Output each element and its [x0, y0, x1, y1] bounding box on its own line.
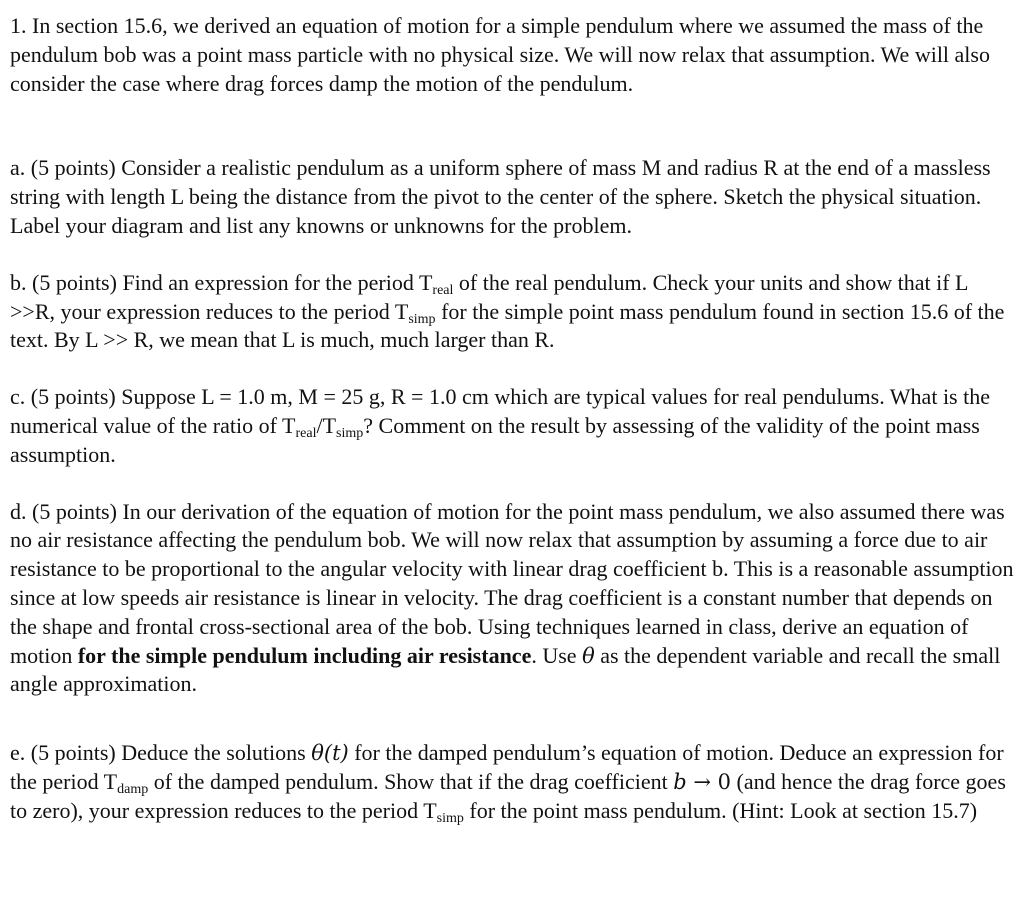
- part-e-text-5: for the point mass pendulum. (Hint: Look at section 15.7): [463, 797, 978, 823]
- subscript-simp: simp: [336, 425, 364, 441]
- part-e-text-1: e. (5 points) Deduce the solutions: [10, 740, 312, 766]
- subscript-real: real: [295, 425, 317, 441]
- subscript-damp: damp: [117, 781, 149, 797]
- part-d-text-2: . Use: [531, 642, 583, 668]
- problem-intro: [10, 12, 1018, 98]
- part-c-text-1: c. (5 points) Suppose L = 1.0 m, M = 25 g, R = 1.0 cm which are typical values for real pendulums. What is the numerical value of the ratio of T: [10, 384, 990, 438]
- part-a-text: a. (5 points) Consider a realistic pendulum as a uniform sphere of mass M and radius R at the end of a massless string with length L being the distance from the pivot to the center of the sphere. Sketch the physical situation. Label your diagram and list any knowns or unknowns for the problem.: [10, 155, 991, 238]
- part-b-text-1: b. (5 points) Find an expression for the period T: [10, 269, 433, 295]
- theta-of-t: θ(t): [311, 741, 349, 766]
- ratio-slash: /T: [316, 412, 337, 438]
- part-b-text-3: for the simple point mass pendulum found in section 15.6 of the text. By L >> R, we mean that L is much, much larger than R.: [10, 298, 1005, 353]
- part-d-text-1: d. (5 points) In our derivation of the equation of motion for the point mass pendulum, we also assumed there was no air resistance affecting the pendulum bob. We will now relax that assumption by assuming a force due to air resistance to be proportional to the angular velocity with linear drag coefficient b. This is a reasonable assumption since at low speeds air resistance is linear in velocity. The drag coefficient is a constant number that depends on the shape and frontal cross-sectional area of the bob. Using techniques learned in class, derive an equation of motion: [10, 498, 1014, 668]
- part-c-text-2: ? Comment on the result by assessing of the validity of the point mass assumption.: [10, 412, 980, 467]
- part-e: [10, 739, 1018, 825]
- subscript-simp: simp: [436, 810, 464, 826]
- part-b-text-2: of the real pendulum. Check your units and show that if L >>R, your expression reduces to the period T: [10, 269, 968, 324]
- part-e-text-3: of the damped pendulum. Show that if the drag coefficient: [148, 768, 674, 794]
- part-d-bold-text: for the simple pendulum including air resistance: [77, 642, 532, 668]
- part-a: [10, 154, 1018, 240]
- part-e-text-2: for the damped pendulum’s equation of motion. Deduce an expression for the period T: [10, 740, 1004, 794]
- part-b: [10, 269, 1018, 355]
- part-d-text-3: as the dependent variable and recall the small angle approximation.: [10, 642, 1001, 697]
- drag-coefficient-symbol: b: [673, 769, 687, 794]
- problem-document: [10, 12, 1018, 826]
- arrow-to-zero: → 0: [686, 769, 732, 794]
- part-c: [10, 383, 1018, 469]
- intro-text: 1. In section 15.6, we derived an equation of motion for a simple pendulum where we assumed the mass of the pendulum bob was a point mass particle with no physical size. We will now relax that assumption. We will also consider the case where drag forces damp the motion of the pendulum.: [10, 13, 990, 96]
- part-e-text-4: (and hence the drag force goes to zero), your expression reduces to the period T: [10, 768, 1006, 823]
- part-d: [10, 498, 1018, 700]
- subscript-simp: simp: [408, 311, 436, 327]
- subscript-real: real: [432, 282, 454, 298]
- theta-symbol: θ: [582, 643, 595, 668]
